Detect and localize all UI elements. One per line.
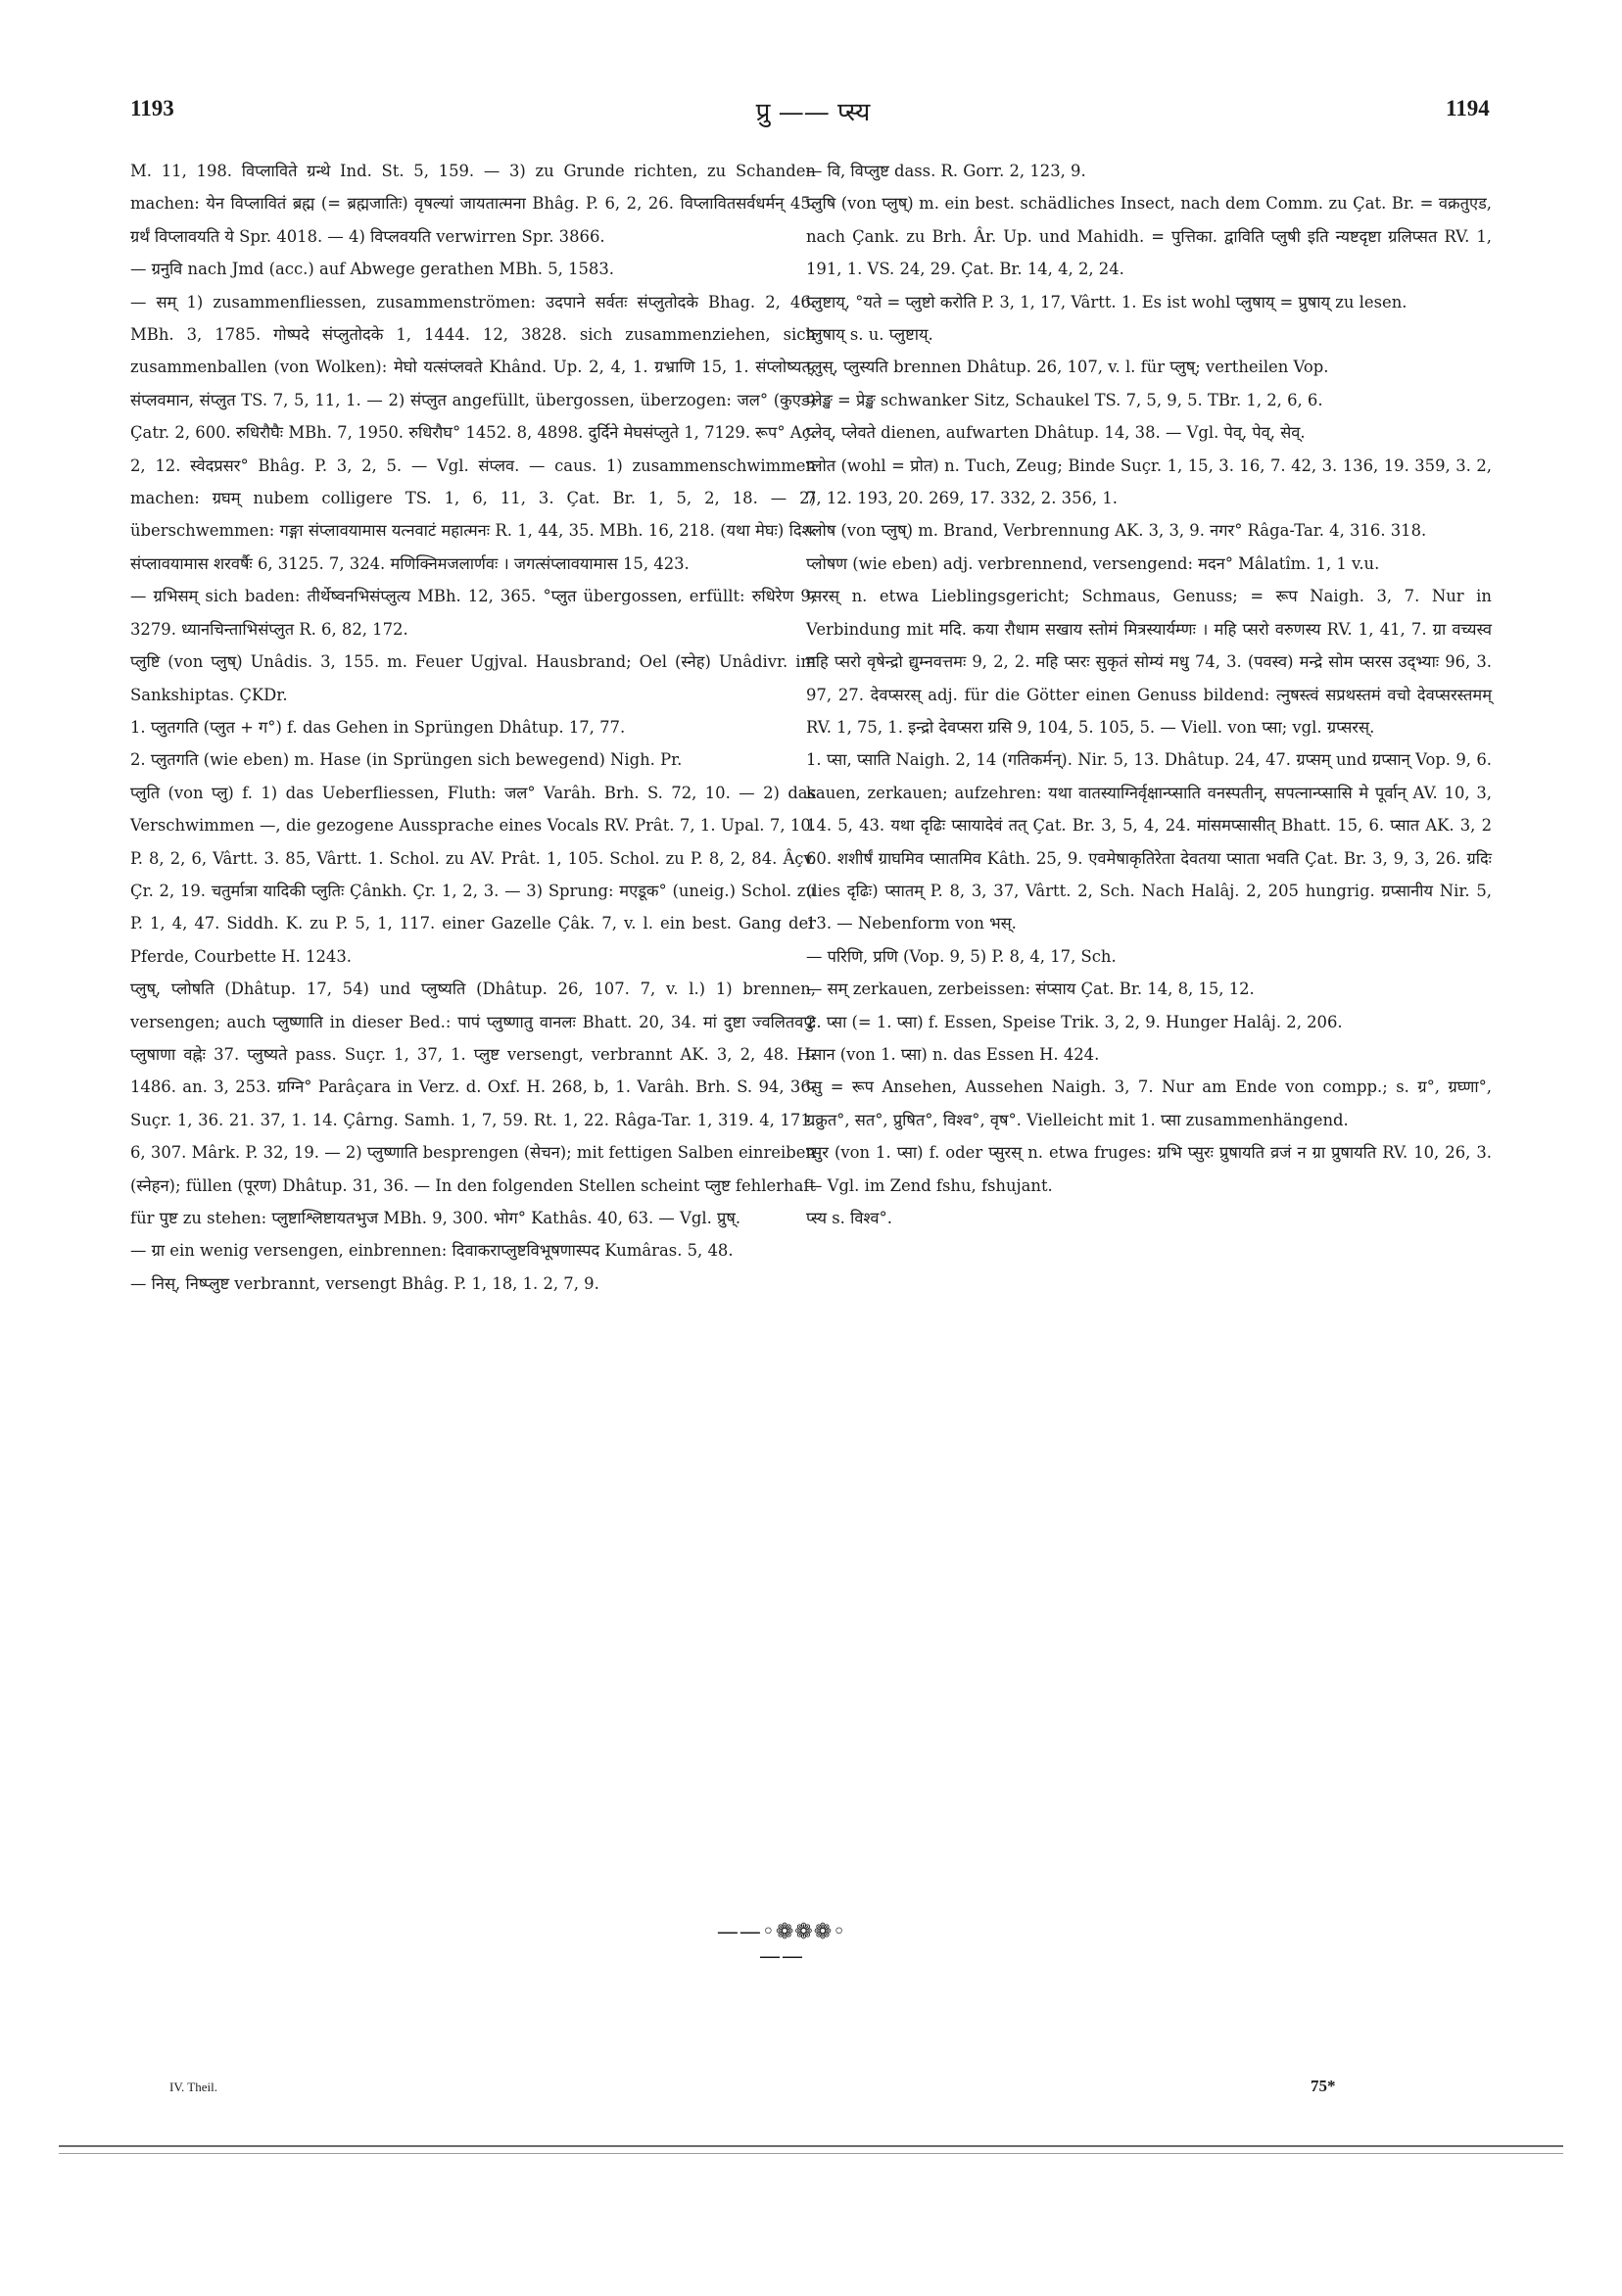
entry: 1. प्लुतगति (प्लुत + ग°) f. das Gehen in Sprüngen Dhâtup. 17, 77.	[130, 717, 626, 737]
entry: — ग्रभिसम् sich baden: तीर्थेष्वनभिसंप्लुत्य MBh. 12, 365. °प्लुत übergossen, erfüllt: रुधिरेण 9, 3279. ध्यानचिन्ताभिसंप्लुत R. 6, 82, 172.	[130, 587, 816, 639]
bottom-rule	[59, 2145, 1563, 2147]
entry: प्लोत (wohl = प्रोत) n. Tuch, Zeug; Binde Suçr. 1, 15, 3. 16, 7. 42, 3. 136, 19. 359, 3. 2, 7, 12. 193, 20. 269, 17. 332, 2. 356, 1.	[806, 455, 1492, 508]
entry: प्लुषाय् s. u. प्लुष्टाय्.	[806, 325, 933, 345]
entry: — सम् zerkauen, zerbeissen: संप्साय Çat. Br. 14, 8, 15, 12.	[806, 980, 1255, 999]
entry: — निस्, निष्प्लुष्ट verbrannt, versengt Bhâg. P. 1, 18, 1. 2, 7, 9.	[130, 1273, 599, 1293]
entry: 2. प्सा (= 1. प्सा) f. Essen, Speise Trik. 3, 2, 9. Hunger Halâj. 2, 206.	[806, 1012, 1343, 1031]
entry: प्लेङ्ख = प्रेङ्ख schwanker Sitz, Schaukel TS. 7, 5, 9, 5. TBr. 1, 2, 6, 6.	[806, 390, 1323, 409]
running-header: प्रु —— प्स्य	[755, 98, 871, 127]
entry: प्लोष (von प्लुष्) m. Brand, Verbrennung AK. 3, 3, 9. नगर° Râga-Tar. 4, 316. 318.	[806, 521, 1427, 541]
entry: — ग्रा ein wenig versengen, einbrennen: दिवाकराप्लुष्टविभूषणास्पद Kumâras. 5, 48.	[130, 1241, 734, 1261]
entry: प्लुष्टि (von प्लुष्) Unâdis. 3, 155. m. Feuer Ugjval. Hausbrand; Oel (स्नेह) Unâdivr. im Sankshiptas. ÇKDr.	[130, 652, 816, 704]
left-column	[130, 155, 816, 1300]
entry: — सम् 1) zusammenfliessen, zusammenströmen: उदपाने सर्वतः संप्लुतोदके Bhag. 2, 46. MBh. 3, 1785. गोष्पदे संप्लुतोदके 1, 1444. 12, 3828. sich zusammenziehen, sich zusammenballen (von Wolken): मेघो यत्संप्लवते Khând. Up. 2, 4, 1. ग्रभ्राणि 15, 1. संप्लोष्यत्, संप्लवमान, संप्लुत TS. 7, 5, 11, 1. — 2) संप्लुत angefüllt, übergossen, überzogen: जल° (कुएड) Çatr. 2, 600. रुधिरौघैः MBh. 7, 1950. रुधिरौघ° 1452. 8, 4898. दुर्दिने मेघसंप्लुते 1, 7129. रूप° Aç. 2, 12. स्वेदप्रसर° Bhâg. P. 3, 2, 5. — Vgl. संप्लव. — caus. 1) zusammenschwimmen machen: ग्रघम् nubem colligere TS. 1, 6, 11, 3. Çat. Br. 1, 5, 2, 18. — 2) überschwemmen: गङ्गा संप्लावयामास यत्नवाटं महात्मनः R. 1, 44, 35. MBh. 16, 218. (यथा मेघः) दिशः संप्लावयामास शरवर्षैः 6, 3125. 7, 324. मणिक्निमजलार्णवः । जगत्संप्लावयामास 15, 423.	[130, 292, 816, 573]
entry: प्लुष्, प्लोषति (Dhâtup. 17, 54) und प्लुष्यति (Dhâtup. 26, 107. 7, v. l.) 1) brennen, versengen; auch प्लुष्णाति in dieser Bed.: पापं प्लुष्णातु वानलः Bhatt. 20, 34. मां दुष्टा ज्वलितवपुः प्लुषाणा वह्नेः 37. प्लुष्यते pass. Suçr. 1, 37, 1. प्लुष्ट versengt, verbrannt AK. 3, 2, 48. H. 1486. an. 3, 253. ग्रग्नि° Parâçara in Verz. d. Oxf. H. 268, b, 1. Varâh. Brh. S. 94, 36. Suçr. 1, 36. 21. 37, 1. 14. Çârng. Samh. 1, 7, 59. Rt. 1, 22. Râga-Tar. 1, 319. 4, 171. 6, 307. Mârk. P. 32, 19. — 2) प्लुष्णाति besprengen (सेचन); mit fettigen Salben einreiben (स्नेहन); füllen (पूरण) Dhâtup. 31, 36. — In den folgenden Stellen scheint प्लुष्ट fehlerhaft für पुष्ट zu stehen: प्लुष्टाश्लिष्टायतभुज MBh. 9, 300. भोग° Kathâs. 40, 63. — Vgl. प्रुष्.	[130, 980, 816, 1227]
end-ornament: ——◦❁❁❁◦——	[716, 1920, 847, 1969]
entry: — परिणि, प्रणि (Vop. 9, 5) P. 8, 4, 17, Sch.	[806, 946, 1117, 966]
page-number-right: 1194	[1446, 96, 1490, 120]
page-number-left: 1193	[130, 96, 174, 120]
entry: प्लुस्, प्लुस्यति brennen Dhâtup. 26, 107, v. l. für प्लुष्; vertheilen Vop.	[806, 358, 1329, 377]
entry: प्सान (von 1. प्सा) n. das Essen H. 424.	[806, 1044, 1100, 1064]
entry: — वि, विप्लुष्ट dass. R. Gorr. 2, 123, 9.	[806, 162, 1086, 180]
right-column	[806, 155, 1492, 1234]
entry: प्लोषण (wie eben) adj. verbrennend, versengend: मदन° Mâlatîm. 1, 1 v.u.	[806, 553, 1380, 573]
entry: — ग्रनुवि nach Jmd (acc.) auf Abwege gerathen MBh. 5, 1583.	[130, 260, 614, 279]
footer-volume: IV. Theil.	[169, 2080, 217, 2094]
entry: प्लुषि (von प्लुष्) m. ein best. schädliches Insect, nach dem Comm. zu Çat. Br. = वक्रतुएड, nach Çank. zu Brh. Âr. Up. und Mahidh. = पुत्तिका. द्वाविति प्लुषी इति न्यष्टदृष्टा ग्रलिप्सत RV. 1, 191, 1. VS. 24, 29. Çat. Br. 14, 4, 2, 24.	[806, 194, 1492, 279]
entry: प्सरस् n. etwa Lieblingsgericht; Schmaus, Genuss; = रूप Naigh. 3, 7. Nur in Verbindung mit मदि. कया रौधाम सखाय स्तोमं मित्रस्यार्यम्णः । महि प्सरो वरुणस्य RV. 1, 41, 7. ग्रा वच्यस्व महि प्सरो वृषेन्द्रो द्युम्नवत्तमः 9, 2, 2. महि प्सरः सुकृतं सोम्यं मधु 74, 3. (पवस्व) मन्द्रे सोम प्सरस उद्भ्याः 96, 3. 97, 27. देवप्सरस् adj. für die Götter einen Genuss bildend: त्नुषस्त्वं सप्रथस्तमं वचो देवप्सरस्तमम् RV. 1, 75, 1. इन्द्रो देवप्सरा ग्रसि 9, 104, 5. 105, 5. — Viell. von प्सा; vgl. ग्रप्सरस्.	[806, 587, 1492, 737]
entry: प्लेव्, प्लेवते dienen, aufwarten Dhâtup. 14, 38. — Vgl. पेव्, पेव्, सेव्.	[806, 423, 1306, 443]
entry: 2. प्लुतगति (wie eben) m. Hase (in Sprüngen sich bewegend) Nigh. Pr.	[130, 750, 683, 770]
entry: प्सु = रूप Ansehen, Aussehen Naigh. 3, 7. Nur am Ende von compp.; s. ग्र°, ग्रघ्णा°, ग्रक्रुत°, सत°, प्रुषित°, विश्व°, वृष°. Vielleicht mit 1. प्सा zusammenhängend.	[806, 1077, 1492, 1129]
entry: प्लुति (von प्लु) f. 1) das Ueberfliessen, Fluth: जल° Varâh. Brh. S. 72, 10. — 2) das Verschwimmen —, die gezogene Aussprache eines Vocals RV. Prât. 7, 1. Upal. 7, 10. P. 8, 2, 6, Vârtt. 3. 85, Vârtt. 1. Schol. zu AV. Prât. 1, 105. Schol. zu P. 8, 2, 84. Âçv. Çr. 2, 19. चतुर्मात्रा यादिकी प्लुतिः Çânkh. Çr. 1, 2, 3. — 3) Sprung: मएडूक° (uneig.) Schol. zu P. 1, 4, 47. Siddh. K. zu P. 5, 1, 117. einer Gazelle Çâk. 7, v. l. ein best. Gang der Pferde, Courbette H. 1243.	[130, 783, 816, 966]
bottom-rule-thin	[59, 2153, 1563, 2154]
footer-signature: 75*	[1311, 2077, 1336, 2095]
entry: M. 11, 198. विप्लाविते ग्रन्थे Ind. St. 5, 159. — 3) zu Grunde richten, zu Schanden machen: येन विप्लावितं ब्रह्म (= ब्रह्मजातिः) वृषल्यां जायतात्मना Bhâg. P. 6, 2, 26. विप्लावितसर्वधर्मन् 45. ग्रर्थं विप्लावयति ये Spr. 4018. — 4) विप्लवयति verwirren Spr. 3866.	[130, 162, 816, 246]
entry: 1. प्सा, प्साति Naigh. 2, 14 (गतिकर्मन्). Nir. 5, 13. Dhâtup. 24, 47. ग्रप्सम् und ग्रप्सान् Vop. 9, 6. kauen, zerkauen; aufzehren: यथा वातस्याग्निर्वृक्षान्प्साति वनस्पतीन्, सपत्नान्प्सासि मे पूर्वान् AV. 10, 3, 14. 5, 43. यथा दृढिः प्सायादेवं तत् Çat. Br. 3, 5, 4, 24. मांसमप्सासीत् Bhatt. 15, 6. प्सात AK. 3, 2 60. शशीर्षं ग्राघमिव प्सातमिव Kâth. 25, 9. एवमेषाकृतिरेता देवतया प्साता भवति Çat. Br. 3, 9, 3, 26. ग्रदिः (lies दृढिः) प्सातम् P. 8, 3, 37, Vârtt. 2, Sch. Nach Halâj. 2, 205 hungrig. ग्रप्सानीय Nir. 5, 13. — Nebenform von भस्.	[806, 750, 1492, 933]
entry: प्सुर (von 1. प्सा) f. oder प्सुरस् n. etwa fruges: ग्रभि प्सुरः प्रुषायति व्रजं न ग्रा प्रुषायति RV. 10, 26, 3. — Vgl. im Zend fshu, fshujant.	[806, 1143, 1492, 1195]
entry: प्लुष्टाय्, °यते = प्लुष्टो करोति P. 3, 1, 17, Vârtt. 1. Es ist wohl प्लुषाय् = प्रुषाय् zu lesen.	[806, 292, 1407, 311]
entry: प्स्य s. विश्व°.	[806, 1209, 892, 1227]
